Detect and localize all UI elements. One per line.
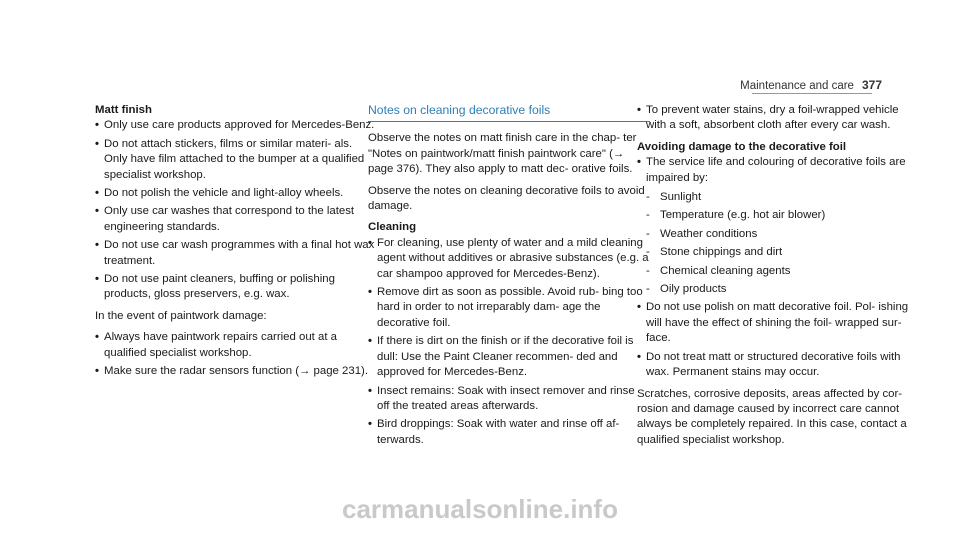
list-item: • Do not use paint cleaners, buffing or polishing products, gloss preservers, e.g. wax.	[95, 272, 377, 303]
factor-item: - Sunlight	[646, 190, 919, 205]
prevent-list	[637, 103, 919, 134]
factor-item: - Oily products	[646, 282, 919, 297]
factor-item: - Weather conditions	[646, 227, 919, 242]
list-item-text: The service life and colouring of decorative foils are impaired by:	[646, 156, 906, 184]
paint-damage-list	[95, 330, 377, 379]
list-item: • Do not treat matt or structured decorative foils with wax. Permanent stains may occur.	[637, 350, 919, 381]
matt-finish-heading: Matt finish	[95, 104, 152, 116]
cleaning-heading: Cleaning	[368, 221, 417, 234]
watermark: carmanualsonline.info	[342, 494, 618, 524]
section-title: Notes on cleaning decorative foils	[368, 103, 650, 122]
avoid-damage-list	[637, 155, 919, 380]
list-item: • Make sure the radar sensors function (→ page 231).	[95, 364, 377, 379]
paint-damage-intro: In the event of paintwork damage:	[95, 309, 267, 322]
list-item: • Only use care products approved for Mercedes-Benz.	[95, 118, 377, 133]
page-number: 377	[861, 78, 882, 92]
header-rule	[752, 93, 872, 94]
impairing-factors-list	[646, 190, 919, 297]
header-title: Maintenance and care	[740, 80, 854, 92]
list-item: • Do not use car wash programmes with a final hot wax treatment.	[95, 238, 377, 269]
list-item	[637, 155, 919, 297]
column-2	[368, 103, 650, 454]
running-header	[740, 78, 882, 94]
factor-item: - Stone chippings and dirt	[646, 245, 919, 260]
list-item: • Remove dirt as soon as possible. Avoid rub‐ bing too hard in order to not irreparably dam‐ age the decorative foil.	[368, 285, 650, 331]
list-item: • Bird droppings: Soak with water and rinse off afterwards.	[368, 417, 650, 448]
paragraph: Observe the notes on cleaning decorative foils to avoid damage.	[368, 184, 645, 213]
column-1	[95, 103, 377, 386]
list-item: • Do not polish the vehicle and light-alloy wheels.	[95, 186, 377, 201]
avoid-damage-heading: Avoiding damage to the decorative foil	[637, 140, 847, 153]
list-item: • Only use car washes that correspond to the latest engineering standards.	[95, 204, 377, 235]
closing-paragraph: Scratches, corrosive deposits, areas affected by corrosion and damage caused by incorrect care cannot always be completely repaired. In this case, contact a qualified specialist workshop.	[637, 387, 907, 446]
matt-finish-list	[95, 118, 377, 302]
factor-item: - Temperature (e.g. hot air blower)	[646, 208, 919, 223]
list-item: • To prevent water stains, dry a foil-wrapped vehicle with a soft, absorbent cloth after every car wash.	[637, 103, 919, 134]
paragraph: Observe the notes on matt finish care in the chap‐ ter "Notes on paintwork/matt finish paintwork care" (→ page 376). They also apply to matt dec‐ orative foils.	[368, 132, 637, 176]
cleaning-list	[368, 236, 650, 448]
list-item: • Always have paintwork repairs carried out at a qualified specialist workshop.	[95, 330, 377, 361]
factor-item: - Chemical cleaning agents	[646, 264, 919, 279]
list-item: • If there is dirt on the finish or if the decorative foil is dull: Use the Paint Cleaner recommen‐ ded and approved for Mercedes-Benz.	[368, 334, 650, 380]
list-item: • Do not attach stickers, films or similar materi‐ als. Only have film attached to the bumper at a qualified specialist workshop.	[95, 137, 377, 183]
list-item: • For cleaning, use plenty of water and a mild cleaning agent without additives or abrasive substances (e.g. a car shampoo approved for Mercedes-Benz).	[368, 236, 650, 282]
column-3	[637, 103, 919, 454]
list-item: • Do not use polish on matt decorative foil. Pol‐ ishing will have the effect of shining the foil- wrapped surface.	[637, 300, 919, 346]
list-item: • Insect remains: Soak with insect remover and rinse off the treated areas afterwards.	[368, 384, 650, 415]
